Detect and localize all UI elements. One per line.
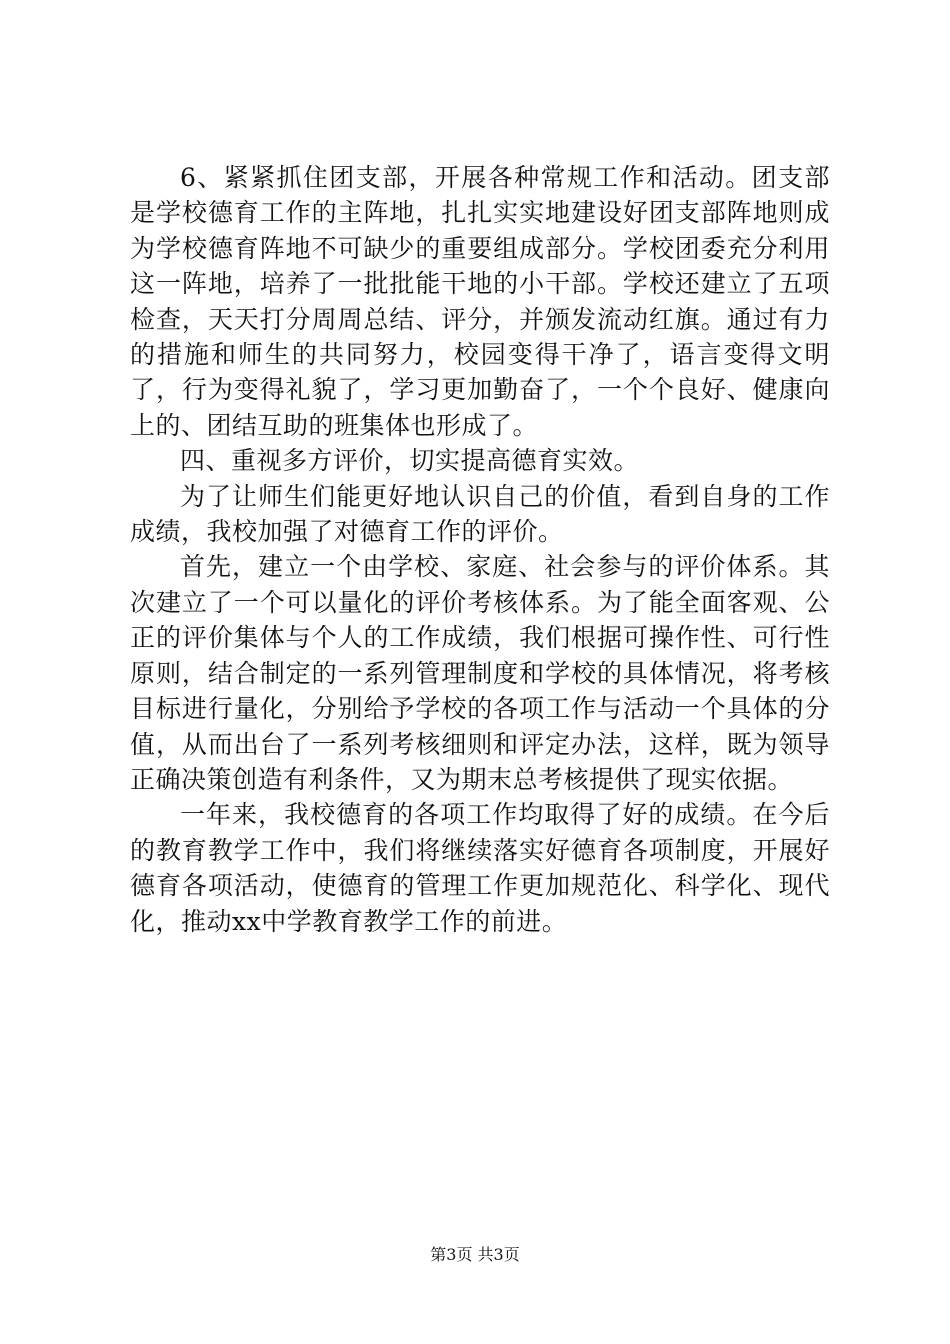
paragraph-evaluation-purpose: 为了让师生们能更好地认识自己的价值，看到自身的工作成绩，我校加强了对德育工作的评价。 [130, 481, 830, 547]
section-heading-evaluation: 四、重视多方评价，切实提高德育实效。 [180, 446, 640, 476]
paragraph-evaluation-system: 首先，建立一个由学校、家庭、社会参与的评价体系。其次建立了一个可以量化的评价考核体系。为了能全面客观、公正的评价集体与个人的工作成绩，我们根据可操作性、可行性原则，结合制定的一系列管理制度和学校的具体情况，将考核目标进行量化，分别给予学校的各项工作与活动一个具体的分值，从而出台了一系列考核细则和评定办法，这样，既为领导正确决策创造有利条件，又为期末总考核提供了现实依据。 [130, 552, 830, 794]
page-footer [0, 1244, 950, 1266]
page-number: 第3页 共3页 [430, 1245, 520, 1264]
paragraph-conclusion: 一年来，我校德育的各项工作均取得了好的成绩。在今后的教育教学工作中，我们将继续落实好德育各项制度，开展好德育各项活动，使德育的管理工作更加规范化、科学化、现代化，推动xx中学教育教学工作的前进。 [130, 800, 830, 936]
document-body [130, 160, 830, 939]
paragraph-team-branch: 6、紧紧抓住团支部，开展各种常规工作和活动。团支部是学校德育工作的主阵地，扎扎实实地建设好团支部阵地则成为学校德育阵地不可缺少的重要组成部分。学校团委充分利用这一阵地，培养了一批批能干地的小干部。学校还建立了五项检查，天天打分周周总结、评分，并颁发流动红旗。通过有力的措施和师生的共同努力，校园变得干净了，语言变得文明了，行为变得礼貌了，学习更加勤奋了，一个个良好、健康向上的、团结互助的班集体也形成了。 [130, 163, 830, 440]
